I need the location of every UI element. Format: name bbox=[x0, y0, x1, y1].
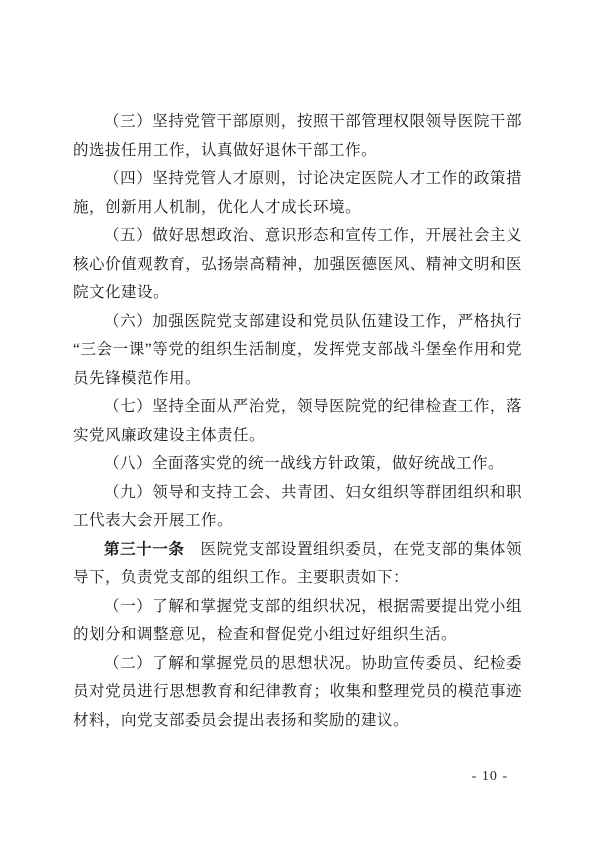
article-31-number: 第三十一条 bbox=[104, 540, 185, 558]
article-31-text: 医院党支部设置组织委员，在党支部的集体领导下，负责党支部的组织工作。主要职责如下： bbox=[73, 540, 522, 586]
duty-1-paragraph bbox=[73, 593, 522, 650]
clause-8-text: （八）全面落实党的统一战线方针政策，做好统战工作。 bbox=[104, 455, 505, 472]
clause-4-paragraph bbox=[73, 165, 522, 222]
clause-7-paragraph bbox=[73, 393, 522, 450]
clause-6-paragraph bbox=[73, 308, 522, 394]
page-number: - 10 - bbox=[471, 769, 508, 784]
clause-9-paragraph bbox=[73, 479, 522, 536]
clause-9-text: （九）领导和支持工会、共青团、妇女组织等群团组织和职工代表大会开展工作。 bbox=[73, 483, 522, 529]
duty-1-text: （一）了解和掌握党支部的组织状况，根据需要提出党小组的划分和调整意见，检查和督促党小组过好组织生活。 bbox=[73, 597, 522, 643]
duty-2-paragraph bbox=[73, 650, 522, 736]
clause-3-paragraph bbox=[73, 108, 522, 165]
clause-4-text: （四）坚持党管人才原则，讨论决定医院人才工作的政策措施，创新用人机制，优化人才成长环境。 bbox=[73, 170, 522, 216]
clause-5-text: （五）做好思想政治、意识形态和宣传工作，开展社会主义核心价值观教育，弘扬崇高精神，加强医德医风、精神文明和医院文化建设。 bbox=[73, 227, 522, 301]
clause-5-paragraph bbox=[73, 222, 522, 308]
clause-8-paragraph bbox=[73, 450, 522, 479]
clause-6-text: （六）加强医院党支部建设和党员队伍建设工作，严格执行“三会一课”等党的组织生活制度，发挥党支部战斗堡垒作用和党员先锋模范作用。 bbox=[73, 312, 522, 387]
duty-2-text: （二）了解和掌握党员的思想状况。协助宣传委员、纪检委员对党员进行思想教育和纪律教育；收集和整理党员的模范事迹材料，向党支部委员会提出表扬和奖励的建议。 bbox=[73, 654, 522, 729]
article-31-paragraph bbox=[73, 536, 522, 593]
document-body bbox=[73, 108, 522, 735]
clause-3-text: （三）坚持党管干部原则，按照干部管理权限领导医院干部的选拔任用工作，认真做好退休干部工作。 bbox=[73, 113, 522, 159]
clause-7-text: （七）坚持全面从严治党，领导医院党的纪律检查工作，落实党风廉政建设主体责任。 bbox=[73, 398, 522, 444]
